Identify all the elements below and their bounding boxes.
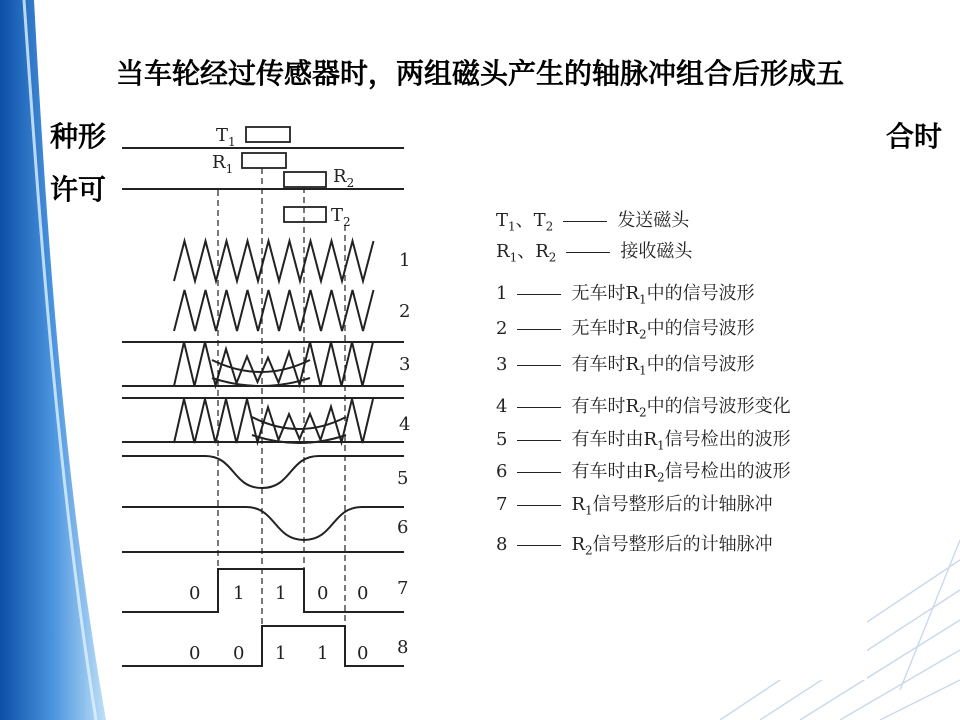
legend-item-2: 2 无车时$R_2$中的信号波形: [496, 318, 755, 342]
legend-item-8: 8 $R_2$信号整形后的计轴脉冲: [496, 534, 773, 558]
pulse8-bit: 0: [233, 643, 245, 664]
row-number-4: 4: [399, 414, 411, 435]
paragraph-line-3-start: 许可: [50, 173, 107, 206]
reference-dash-lines: [218, 168, 345, 655]
magnetic-heads: [242, 127, 326, 222]
waveform-row-2: [174, 290, 374, 331]
legend-head-receive: $R_1$、$R_2$ 接收磁头: [496, 241, 693, 265]
row-number-1: 1: [399, 250, 411, 271]
legend-item-4: 4 有车时$R_2$中的信号波形变化: [496, 396, 791, 420]
row-number-3: 3: [399, 354, 411, 375]
pulse8-bit: 0: [357, 643, 369, 664]
paragraph-line-2-start: 种形: [50, 120, 107, 153]
pulse8-bit: 0: [189, 643, 201, 664]
pulse-8-bits: [189, 643, 368, 664]
paragraph-line-1: 当车轮经过传感器时，两组磁头产生的轴脉冲组合后形成五: [116, 57, 845, 90]
head-label-r1: $R_1$: [212, 152, 234, 176]
pulse7-bit: 0: [189, 583, 201, 604]
legend-item-6: 6 有车时由$R_2$信号检出的波形: [496, 461, 791, 485]
pulse8-bit: 1: [317, 643, 329, 664]
legend-item-7: 7 $R_1$信号整形后的计轴脉冲: [496, 494, 773, 518]
pulse7-bit: 0: [357, 583, 369, 604]
row-number-2: 2: [399, 301, 411, 322]
row-number-7: 7: [397, 578, 409, 599]
paragraph-line-2-end: 合时: [886, 120, 943, 153]
row-number-labels: [397, 250, 410, 658]
head-label-r2: $R_2$: [333, 166, 355, 190]
head-r2-box: [284, 172, 326, 187]
legend-item-5: 5 有车时由$R_1$信号检出的波形: [496, 429, 791, 453]
waveform-row-3-carrier: [174, 342, 373, 386]
head-t1-box: [246, 127, 290, 142]
pulse7-bit: 0: [317, 583, 329, 604]
pulse7-bit: 1: [275, 583, 287, 604]
waveform-row-6: [122, 507, 404, 540]
head-label-t1: $T_1$: [216, 125, 236, 149]
legend-item-1: 1 无车时$R_1$中的信号波形: [496, 283, 755, 307]
row-number-5: 5: [397, 468, 409, 489]
head-label-t2: $T_2$: [331, 205, 351, 229]
waveform-row-5: [122, 456, 404, 488]
row-number-8: 8: [397, 637, 409, 658]
legend-head-transmit: $T_1$、$T_2$ 发送磁头: [496, 210, 690, 234]
waveform-row-1: [174, 241, 374, 281]
pulse8-bit: 1: [275, 643, 287, 664]
row-number-6: 6: [397, 517, 409, 538]
head-t2-box: [284, 207, 326, 222]
signal-waveforms: [122, 241, 404, 552]
head-r1-box: [242, 153, 286, 168]
legend-item-3: 3 有车时$R_1$中的信号波形: [496, 354, 755, 378]
waveform-row-4-envelope-top: [252, 417, 346, 429]
pulse7-bit: 1: [233, 583, 245, 604]
waveform-row-3-envelope-bottom: [212, 378, 310, 386]
pulse-7-bits: [189, 583, 368, 604]
